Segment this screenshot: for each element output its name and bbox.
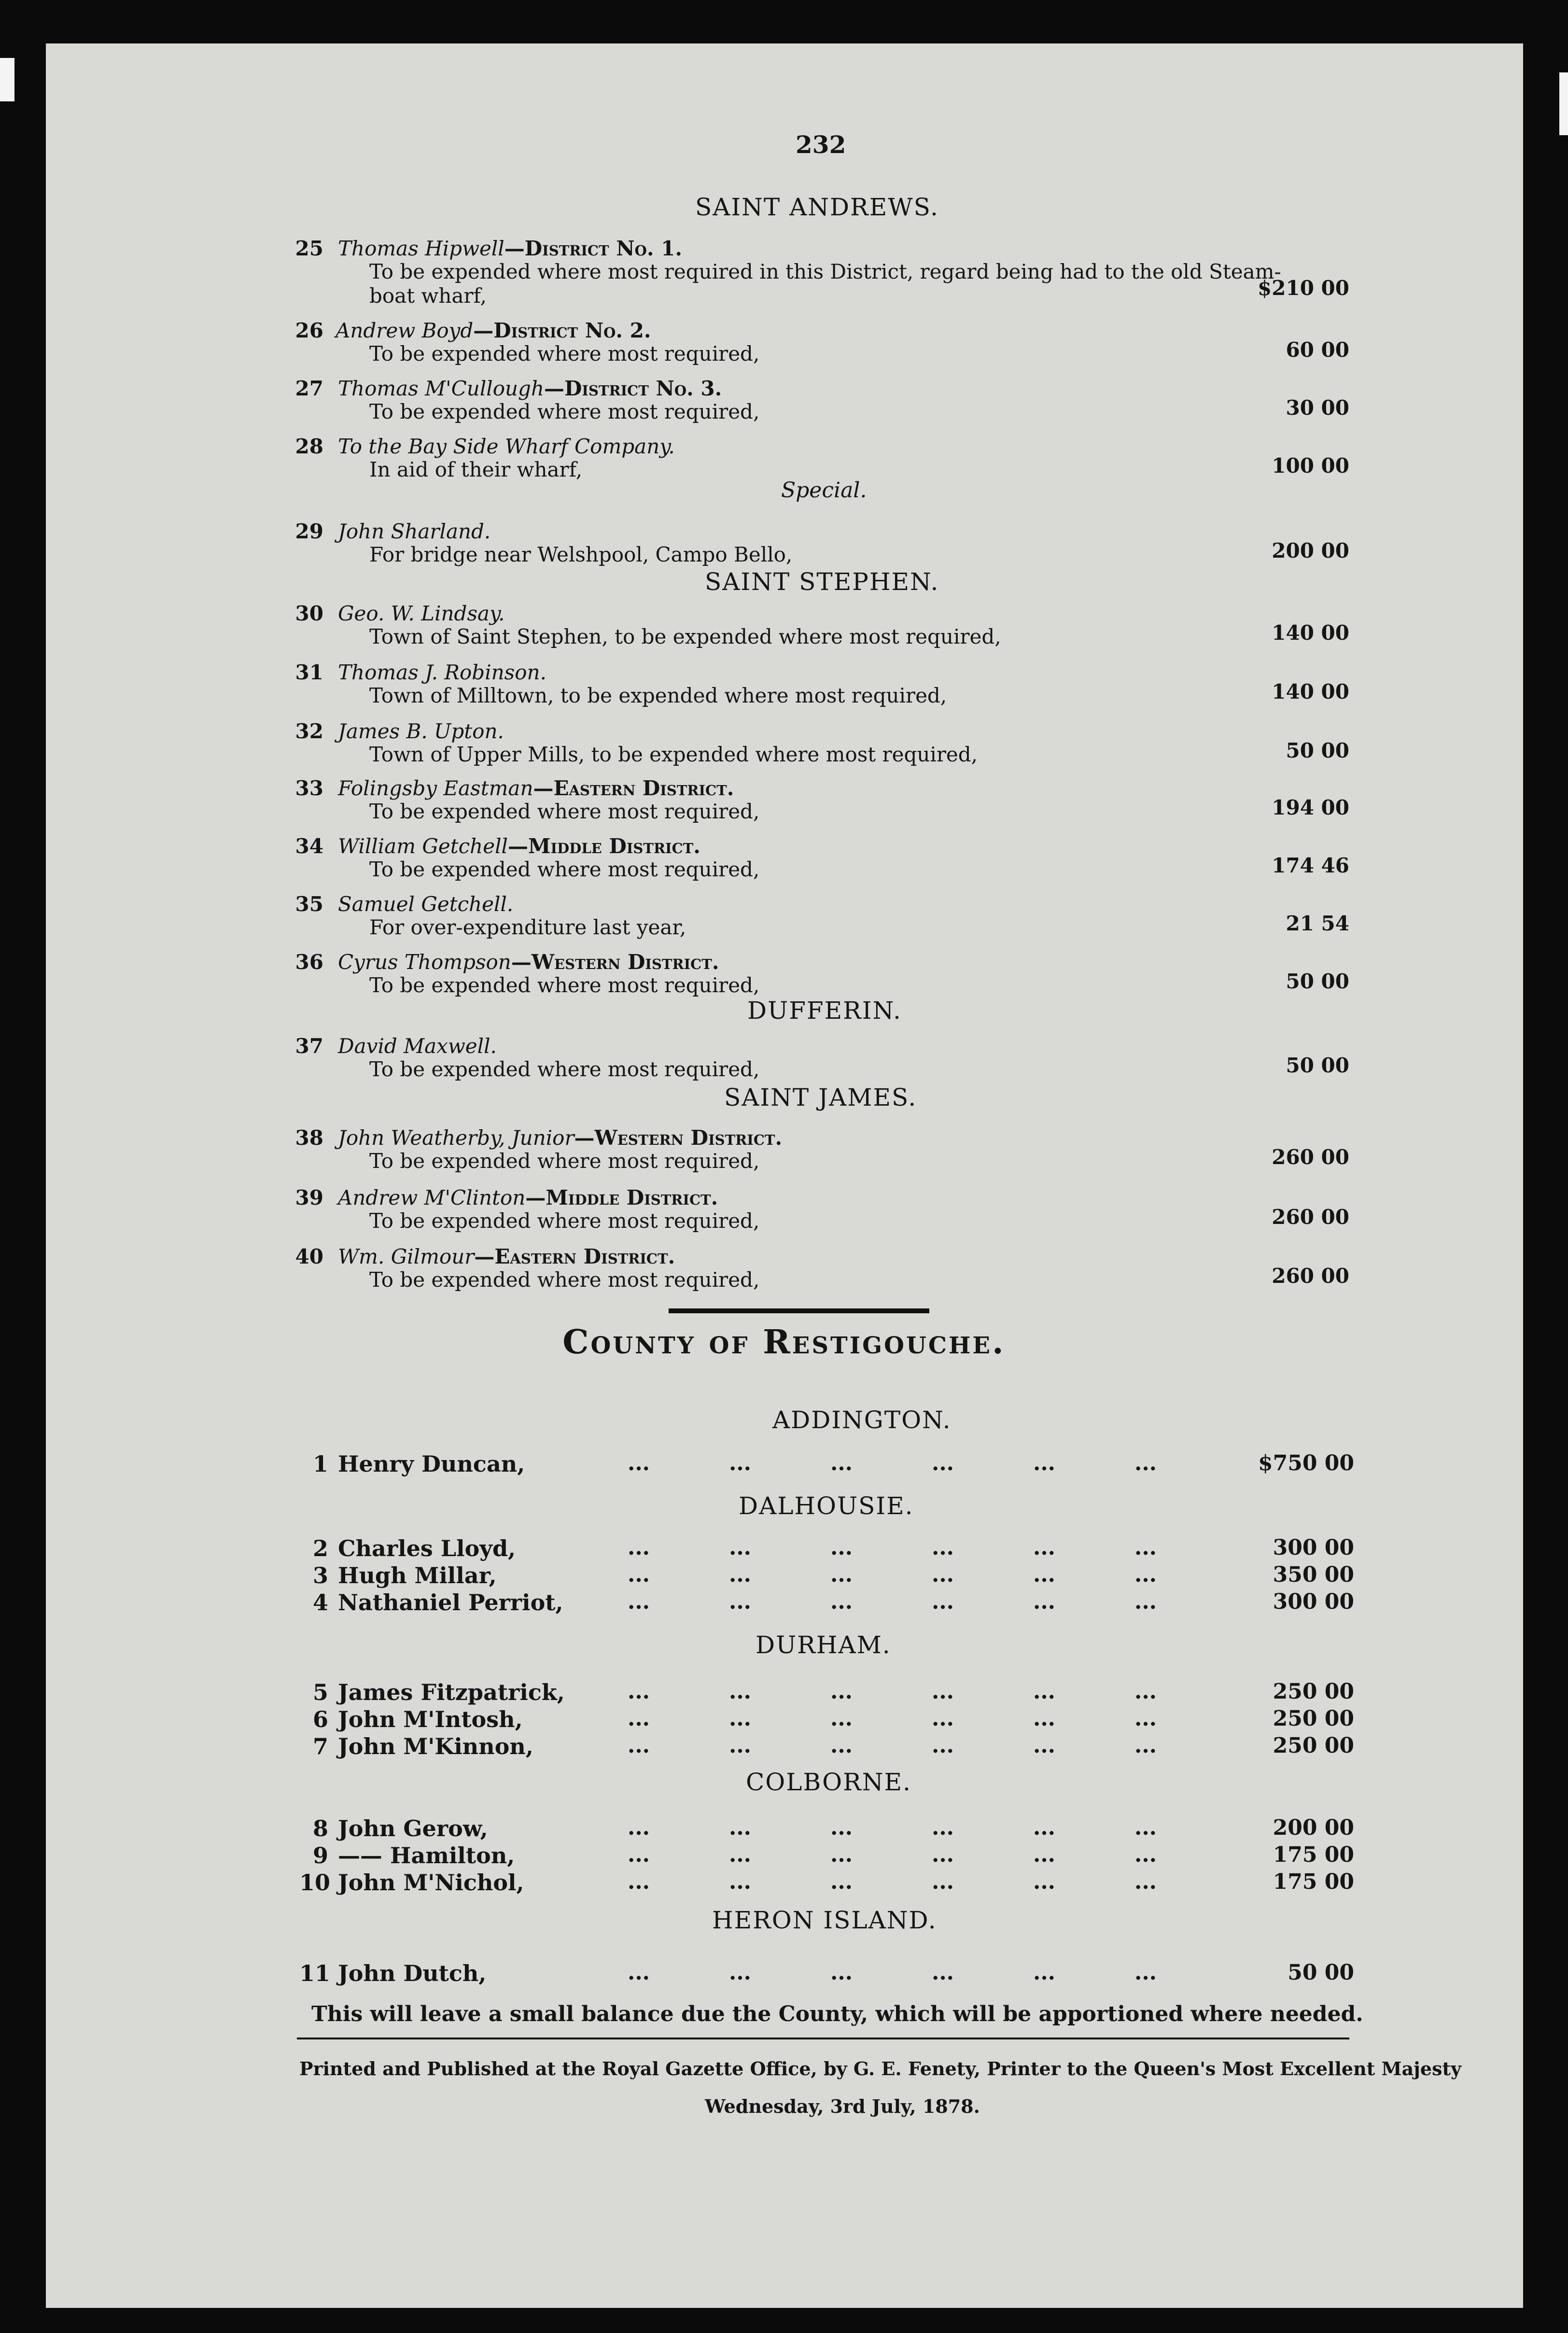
footer-imprint: Printed and Published at the Royal Gazette Office, by G. E. Fenety, Printer to the Queen's Most Excellent Majesty (299, 2058, 1462, 2080)
entry-amount: 260 00 (1272, 1205, 1349, 1229)
list-name: John M'Kinnon, (338, 1733, 533, 1759)
entry-name: John Sharland. (338, 520, 491, 543)
list-name: Charles Lloyd, (338, 1535, 516, 1561)
leader-dots: ... (830, 1679, 853, 1704)
list-number: 7 (312, 1733, 328, 1759)
leader-dots: ... (1033, 1815, 1055, 1840)
entry-number: 38 (295, 1126, 323, 1150)
leader-dots: ... (1033, 1706, 1055, 1731)
section-heading: DUFFERIN. (747, 997, 902, 1025)
leader-dots: ... (932, 1842, 954, 1867)
list-amount: 350 00 (1273, 1562, 1354, 1587)
leader-dots: ... (830, 1451, 853, 1476)
list-number: 6 (312, 1706, 328, 1732)
list-name: —— Hamilton, (338, 1842, 515, 1869)
leader-dots: ... (1033, 1451, 1055, 1476)
entry-district: —District No. 3. (544, 377, 722, 400)
leader-dots: ... (729, 1562, 751, 1587)
list-amount: 50 00 (1288, 1960, 1354, 1985)
entry-description: To be expended where most required, (369, 800, 760, 823)
list-name: John M'Nichol, (338, 1869, 524, 1896)
entry-heading (338, 776, 734, 800)
leader-dots: ... (1134, 1815, 1157, 1840)
list-amount: $750 00 (1258, 1451, 1354, 1476)
entry-number: 37 (295, 1034, 323, 1058)
leader-dots: ... (729, 1706, 751, 1731)
list-name: John M'Intosh, (338, 1706, 523, 1732)
section-heading: SAINT JAMES. (724, 1083, 917, 1111)
list-amount: 250 00 (1273, 1679, 1354, 1704)
leader-dots: ... (830, 1815, 853, 1840)
list-number: 4 (312, 1589, 328, 1616)
entry-heading (338, 661, 546, 684)
special-label: Special. (781, 478, 867, 503)
leader-dots: ... (932, 1451, 954, 1476)
list-name: Henry Duncan, (338, 1451, 525, 1477)
leader-dots: ... (628, 1562, 650, 1587)
leader-dots: ... (932, 1589, 954, 1614)
entry-amount: 50 00 (1286, 970, 1349, 993)
leader-dots: ... (1033, 1562, 1055, 1587)
entry-amount: 50 00 (1286, 739, 1349, 762)
entry-description: To be expended where most required, (369, 1209, 760, 1233)
leader-dots: ... (628, 1589, 650, 1614)
entry-heading (338, 834, 700, 858)
entry-description: Town of Saint Stephen, to be expended where most required, (369, 625, 1001, 648)
leader-dots: ... (830, 1960, 853, 1985)
section-heading: ADDINGTON. (772, 1406, 952, 1434)
entry-name: Thomas J. Robinson. (338, 661, 546, 684)
leader-dots: ... (628, 1451, 650, 1476)
leader-dots: ... (1033, 1589, 1055, 1614)
section-heading: DURHAM. (756, 1631, 891, 1659)
divider-rule (669, 1308, 929, 1313)
entry-number: 31 (295, 661, 323, 684)
entry-heading (338, 377, 722, 400)
leader-dots: ... (1134, 1562, 1157, 1587)
entry-amount: 260 00 (1272, 1145, 1349, 1169)
entry-amount: 60 00 (1286, 338, 1349, 362)
leader-dots: ... (830, 1842, 853, 1867)
leader-dots: ... (1134, 1960, 1157, 1985)
leader-dots: ... (1134, 1706, 1157, 1731)
leader-dots: ... (628, 1733, 650, 1758)
leader-dots: ... (729, 1869, 751, 1894)
entry-district: —Eastern District. (533, 776, 734, 800)
entry-number: 32 (295, 719, 323, 743)
leader-dots: ... (628, 1960, 650, 1985)
entry-amount: 21 54 (1286, 912, 1349, 935)
entry-amount: 50 00 (1286, 1054, 1349, 1077)
entry-amount: 194 00 (1272, 796, 1349, 819)
entry-description: In aid of their wharf, (369, 458, 583, 481)
leader-dots: ... (729, 1535, 751, 1560)
list-number: 10 (299, 1869, 331, 1896)
leader-dots: ... (1134, 1679, 1157, 1704)
footer-date: Wednesday, 3rd July, 1878. (705, 2095, 980, 2117)
entry-number: 33 (295, 776, 323, 800)
entry-heading (338, 1034, 497, 1058)
entry-name: Wm. Gilmour (338, 1245, 475, 1268)
list-name: Nathaniel Perriot, (338, 1589, 563, 1616)
entry-name: John Weatherby, Junior (338, 1126, 574, 1150)
entry-name: William Getchell (338, 834, 508, 858)
list-amount: 300 00 (1273, 1535, 1354, 1560)
leader-dots: ... (1033, 1842, 1055, 1867)
entry-heading (338, 237, 682, 260)
entry-name: Geo. W. Lindsay. (338, 602, 505, 625)
leader-dots: ... (932, 1960, 954, 1985)
leader-dots: ... (1033, 1535, 1055, 1560)
entry-heading (336, 319, 651, 342)
leader-dots: ... (628, 1869, 650, 1894)
list-number: 5 (312, 1679, 328, 1705)
leader-dots: ... (830, 1869, 853, 1894)
leader-dots: ... (1134, 1451, 1157, 1476)
entry-description: To be expended where most required, (369, 400, 760, 423)
entry-heading (338, 602, 505, 625)
entry-district: —District No. 2. (473, 319, 651, 342)
entry-description: To be expended where most required, (369, 857, 760, 881)
entry-heading (338, 520, 490, 543)
leader-dots: ... (932, 1535, 954, 1560)
county-title: County of Restigouche. (562, 1323, 1006, 1362)
entry-amount: 100 00 (1272, 454, 1349, 478)
divider-rule (297, 2038, 1349, 2039)
entry-number: 39 (295, 1186, 323, 1209)
leader-dots: ... (729, 1451, 751, 1476)
entry-description: To be expended where most required, (369, 973, 760, 997)
leader-dots: ... (932, 1815, 954, 1840)
entry-name: Cyrus Thompson (338, 950, 511, 974)
entry-number: 30 (295, 602, 323, 625)
page-number: 232 (796, 130, 846, 159)
entry-name: Andrew Boyd (336, 319, 474, 342)
leader-dots: ... (628, 1815, 650, 1840)
scan-edge-mark (1559, 72, 1568, 135)
list-amount: 250 00 (1273, 1733, 1354, 1758)
entry-name: Thomas M'Cullough (338, 377, 544, 400)
list-name: James Fitzpatrick, (338, 1679, 565, 1705)
leader-dots: ... (1033, 1679, 1055, 1704)
list-number: 3 (312, 1562, 328, 1588)
entry-amount: 200 00 (1272, 539, 1349, 562)
entry-description: To be expended where most required, (369, 342, 760, 365)
entry-amount: 140 00 (1272, 680, 1349, 703)
leader-dots: ... (628, 1842, 650, 1867)
leader-dots: ... (628, 1535, 650, 1560)
leader-dots: ... (729, 1842, 751, 1867)
leader-dots: ... (932, 1679, 954, 1704)
list-amount: 175 00 (1273, 1842, 1354, 1867)
entry-number: 36 (295, 950, 323, 974)
leader-dots: ... (729, 1733, 751, 1758)
leader-dots: ... (729, 1815, 751, 1840)
list-number: 2 (312, 1535, 328, 1561)
list-number: 11 (299, 1960, 331, 1986)
entry-number: 25 (295, 237, 323, 260)
entry-heading (338, 1186, 718, 1209)
entry-number: 29 (295, 520, 323, 543)
entry-heading (338, 435, 675, 458)
list-number: 9 (312, 1842, 328, 1869)
entry-heading (338, 1126, 782, 1150)
leader-dots: ... (830, 1589, 853, 1614)
list-number: 1 (312, 1451, 328, 1477)
section-heading: HERON ISLAND. (712, 1906, 937, 1934)
leader-dots: ... (932, 1706, 954, 1731)
leader-dots: ... (1134, 1589, 1157, 1614)
list-amount: 250 00 (1273, 1706, 1354, 1731)
leader-dots: ... (830, 1535, 853, 1560)
section-heading: SAINT ANDREWS. (695, 193, 939, 221)
section-heading: COLBORNE. (746, 1768, 911, 1796)
leader-dots: ... (830, 1562, 853, 1587)
entry-name: Andrew M'Clinton (338, 1186, 526, 1209)
entry-amount: $210 00 (1258, 276, 1349, 300)
entry-heading (338, 1245, 675, 1268)
entry-name: David Maxwell. (338, 1034, 497, 1058)
leader-dots: ... (830, 1706, 853, 1731)
entry-name: Thomas Hipwell (338, 237, 504, 260)
entry-number: 27 (295, 377, 323, 400)
entry-district: —Western District. (511, 950, 719, 974)
entry-district: —District No. 1. (504, 237, 682, 260)
entry-amount: 30 00 (1286, 396, 1349, 420)
entry-heading (338, 892, 513, 916)
entry-description-cont: boat wharf, (369, 284, 487, 308)
scan-edge-mark (0, 58, 14, 101)
entry-district: —Western District. (574, 1126, 783, 1150)
entry-district: —Middle District. (507, 834, 700, 858)
entry-description: To be expended where most required, (369, 1268, 760, 1292)
section-heading: SAINT STEPHEN. (705, 568, 939, 596)
leader-dots: ... (628, 1706, 650, 1731)
list-name: Hugh Millar, (338, 1562, 497, 1588)
entry-description: For bridge near Welshpool, Campo Bello, (369, 543, 793, 566)
entry-district: —Eastern District. (474, 1245, 675, 1268)
entry-description: To be expended where most required in this District, regard being had to the old Steam- (369, 260, 1281, 283)
entry-name: Folingsby Eastman (338, 776, 533, 800)
balance-note: This will leave a small balance due the County, which will be apportioned where needed. (311, 2002, 1363, 2026)
entry-amount: 140 00 (1272, 621, 1349, 645)
leader-dots: ... (628, 1679, 650, 1704)
entry-heading (338, 950, 719, 974)
list-amount: 175 00 (1273, 1869, 1354, 1894)
leader-dots: ... (729, 1960, 751, 1985)
leader-dots: ... (1134, 1842, 1157, 1867)
entry-number: 40 (295, 1245, 323, 1268)
entry-description: To be expended where most required, (369, 1057, 760, 1081)
entry-description: For over-expenditure last year, (369, 915, 686, 939)
list-name: John Gerow, (338, 1815, 488, 1841)
leader-dots: ... (1134, 1869, 1157, 1894)
entry-number: 35 (295, 892, 323, 916)
leader-dots: ... (830, 1733, 853, 1758)
leader-dots: ... (1033, 1960, 1055, 1985)
leader-dots: ... (1134, 1535, 1157, 1560)
entry-name: James B. Upton. (338, 719, 504, 743)
entry-name: To the Bay Side Wharf Company. (338, 435, 675, 458)
entry-amount: 174 46 (1272, 854, 1349, 877)
list-amount: 300 00 (1273, 1589, 1354, 1614)
entry-name: Samuel Getchell. (338, 892, 514, 916)
entry-district: —Middle District. (525, 1186, 718, 1209)
section-heading: DALHOUSIE. (739, 1492, 914, 1520)
list-number: 8 (312, 1815, 328, 1841)
leader-dots: ... (932, 1562, 954, 1587)
leader-dots: ... (1134, 1733, 1157, 1758)
entry-amount: 260 00 (1272, 1264, 1349, 1288)
entry-description: Town of Milltown, to be expended where most required, (369, 684, 947, 707)
entry-description: To be expended where most required, (369, 1149, 760, 1173)
leader-dots: ... (932, 1869, 954, 1894)
leader-dots: ... (1033, 1733, 1055, 1758)
leader-dots: ... (729, 1679, 751, 1704)
entry-description: Town of Upper Mills, to be expended where most required, (369, 743, 978, 766)
entry-number: 34 (295, 834, 323, 858)
leader-dots: ... (932, 1733, 954, 1758)
entry-number: 26 (295, 319, 323, 342)
leader-dots: ... (729, 1589, 751, 1614)
leader-dots: ... (1033, 1869, 1055, 1894)
list-name: John Dutch, (338, 1960, 487, 1986)
list-amount: 200 00 (1273, 1815, 1354, 1840)
entry-heading (338, 719, 504, 743)
entry-number: 28 (295, 435, 323, 458)
